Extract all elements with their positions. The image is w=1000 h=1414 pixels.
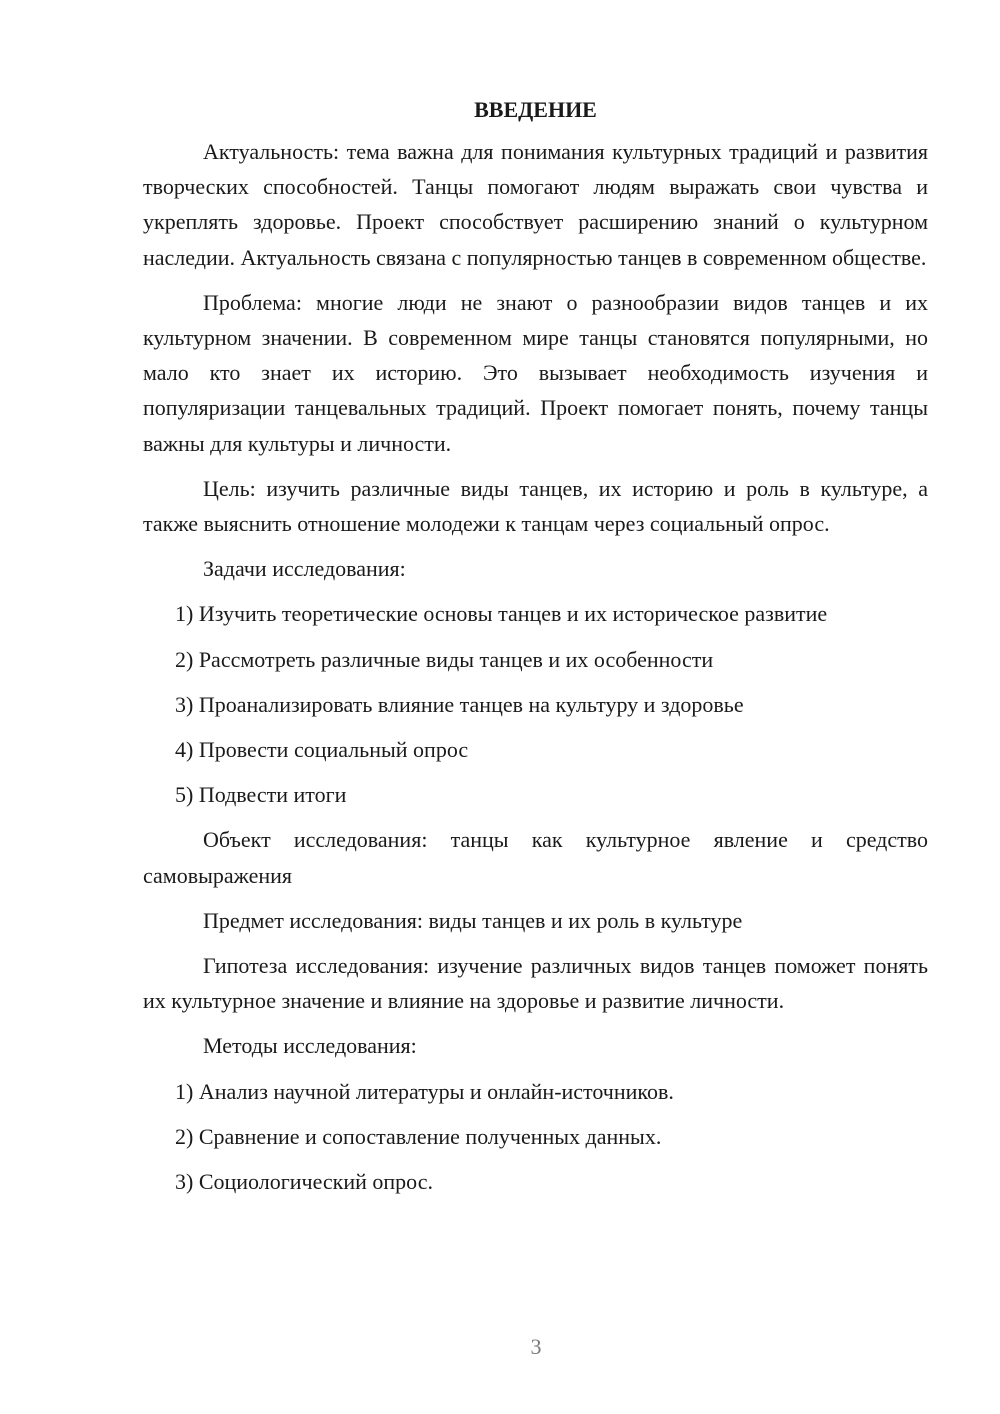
tasks-heading: Задачи исследования:: [203, 556, 406, 582]
section-heading: ВВЕДЕНИЕ: [474, 97, 597, 122]
methods-list: [143, 1074, 928, 1200]
list-item: 4) Провести социальный опрос: [175, 737, 469, 763]
tasks-list: [143, 596, 928, 812]
list-item: 3) Социологический опрос.: [175, 1169, 433, 1195]
subject-paragraph: Предмет исследования: виды танцев и их роль в культуре: [203, 907, 743, 933]
page-number: 3: [530, 1334, 542, 1359]
methods-heading: Методы исследования:: [203, 1033, 417, 1059]
relevance-paragraph: Актуальность: тема важна для понимания культурных традиций и развития творческих способностей. Танцы помогают людям выражать свои чувства и укреплять здоровье. Проект способствует расширению знаний о культурном наследии. Актуальность связана с популярностью танцев в современном обществе.: [143, 139, 928, 270]
object-paragraph: Объект исследования: танцы как культурное явление и средство самовыражения: [143, 827, 928, 888]
goal-paragraph: Цель: изучить различные виды танцев, их историю и роль в культуре, а также выяснить отношение молодежи к танцам через социальный опрос.: [143, 475, 928, 537]
list-item: 2) Рассмотреть различные виды танцев и их особенности: [175, 646, 714, 672]
document-page: [143, 94, 928, 1209]
list-item: 1) Анализ научной литературы и онлайн-источников.: [175, 1078, 674, 1104]
list-item: 1) Изучить теоретические основы танцев и их историческое развитие: [175, 601, 828, 627]
list-item: 5) Подвести итоги: [175, 782, 347, 808]
hypothesis-paragraph: Гипотеза исследования: изучение различных видов танцев поможет понять их культурное значение и влияние на здоровье и развитие личности.: [143, 953, 928, 1014]
list-item: 2) Сравнение и сопоставление полученных данных.: [175, 1123, 662, 1149]
list-item: 3) Проанализировать влияние танцев на культуру и здоровье: [175, 691, 744, 717]
problem-paragraph: Проблема: многие люди не знают о разнообразии видов танцев и их культурном значении. В современном мире танцы становятся популярными, но мало кто знает их историю. Это вызывает необходимость изучения и популяризации танцевальных традиций. Проект помогает понять, почему танцы важны для культуры и личности.: [143, 289, 928, 456]
